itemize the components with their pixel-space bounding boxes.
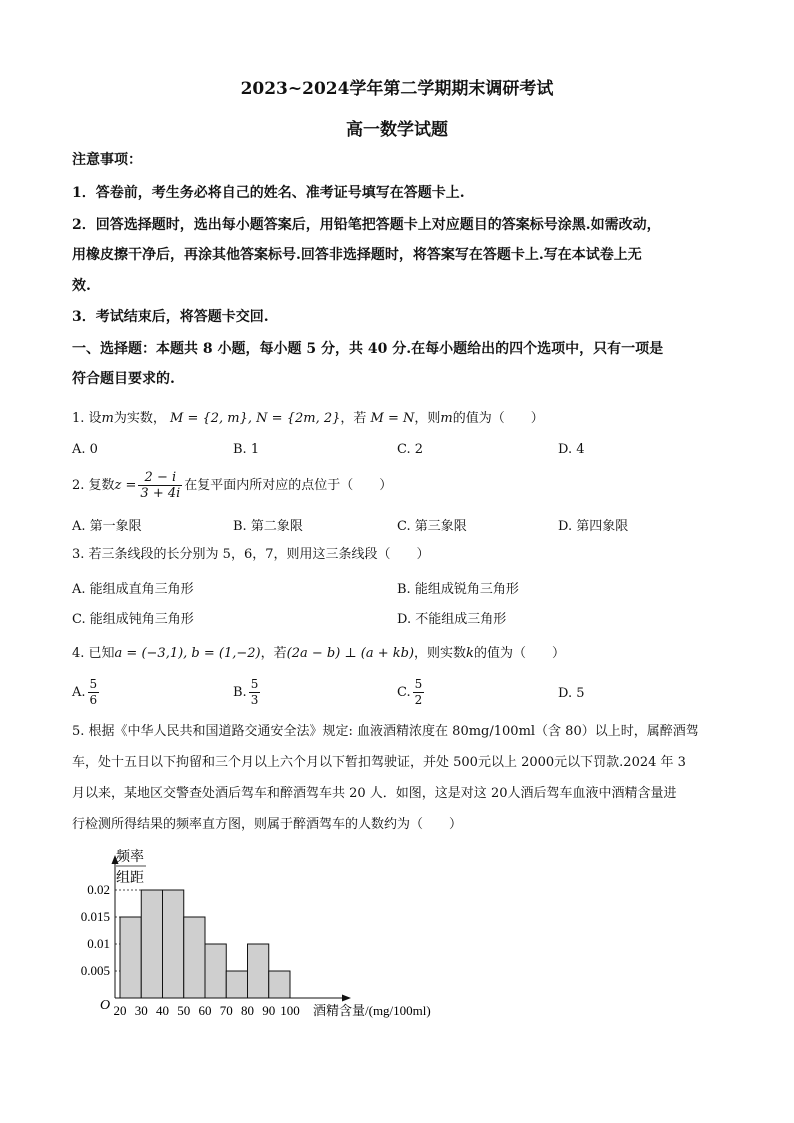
- question-5-line-1: 5. 根据《中华人民共和国道路交通安全法》规定: 血液酒精浓度在 80mg/100ml（含 80）以上时，属醉酒驾: [72, 724, 699, 739]
- frequency-histogram: [60, 845, 480, 1030]
- x-tick-label: 100: [280, 1003, 300, 1018]
- q1-option-d: D. 4: [558, 442, 585, 457]
- x-tick-label: 50: [177, 1003, 191, 1018]
- vector-definition: a = (−3,1), b = (1,−2): [114, 646, 261, 661]
- x-tick-label: 60: [198, 1003, 212, 1018]
- exam-title: 2023~2024学年第二学期期末调研考试: [240, 79, 554, 99]
- q4-option-d: D. 5: [558, 686, 585, 701]
- section-heading-line-2: 符合题目要求的.: [72, 371, 175, 387]
- y-axis-label-bottom: 组距: [116, 871, 144, 886]
- x-tick-label: 40: [156, 1003, 169, 1018]
- q3-option-b: B. 能组成锐角三角形: [397, 582, 519, 597]
- notes-heading: 注意事项：: [72, 152, 142, 168]
- q4-option-a: A. $\frac{5}{6}$: [72, 677, 98, 707]
- x-tick-label: 30: [134, 1003, 148, 1018]
- y-tick-label: 0.02: [87, 882, 110, 897]
- x-tick-label: 20: [113, 1003, 127, 1018]
- q3-option-c: C. 能组成钝角三角形: [72, 612, 194, 627]
- x-tick-label: 80: [241, 1003, 254, 1018]
- perpendicular-condition: (2a − b) ⊥ (a + kb): [286, 646, 415, 661]
- y-tick-label: 0.01: [87, 936, 110, 951]
- histogram-bar: [269, 971, 290, 998]
- question-5-line-3: 月以来，某地区交警查处酒后驾车和醉酒驾车共 20 人．如图，这是对这 20人酒后驾车血液中酒精含量进: [72, 786, 677, 801]
- note-2-line-3: 效.: [72, 278, 91, 294]
- question-1: 1. 设m为实数， M = {2, m}, N = {2m, 2}，若 M = N，则m的值为（ ）: [72, 411, 544, 426]
- histogram-bar: [120, 917, 141, 998]
- histogram-bar: [248, 944, 269, 998]
- histogram-bar: [163, 890, 184, 998]
- note-2-line-2: 用橡皮擦干净后，再涂其他答案标号.回答非选择题时，将答案写在答题卡上.写在本试卷上无: [72, 247, 642, 263]
- q3-option-a: A. 能组成直角三角形: [72, 582, 194, 597]
- question-5-line-4: 行检测所得结果的频率直方图，则属于醉酒驾车的人数约为（ ）: [72, 817, 463, 832]
- q1-option-a: A. 0: [72, 442, 98, 457]
- q2-option-a: A. 第一象限: [72, 519, 142, 534]
- x-axis-arrow: [342, 995, 351, 1002]
- origin-label: O: [100, 998, 111, 1013]
- histogram-bars: [120, 890, 290, 998]
- x-tick-label: 70: [219, 1003, 233, 1018]
- question-2: 2. 复数z = $\frac{2 - i}{3 + 4i}$ 在复平面内所对应的点位于（ ）: [72, 470, 393, 501]
- section-heading-line-1: 一、选择题：本题共 8 小题，每小题 5 分，共 40 分.在每小题给出的四个选项中，只有一项是: [72, 341, 664, 357]
- histogram-bar: [141, 890, 162, 998]
- histogram-bar: [205, 944, 226, 998]
- note-2-line-1: 2．回答选择题时，选出每小题答案后，用铅笔把答题卡上对应题目的答案标号涂黑.如需改动，: [72, 217, 661, 233]
- y-tick-label: 0.015: [80, 909, 110, 924]
- question-3: 3. 若三条线段的长分别为 5，6，7，则用这三条线段（ ）: [72, 547, 430, 562]
- q1-option-c: C. 2: [397, 442, 424, 457]
- question-4: 4. 已知a = (−3,1), b = (1,−2)，若(2a − b) ⊥ (a + kb)，则实数k的值为（ ）: [72, 646, 565, 661]
- q3-option-d: D. 不能组成三角形: [397, 612, 507, 627]
- q4-option-c: C. $\frac{5}{2}$: [397, 677, 423, 707]
- note-1: 1．答卷前，考生务必将自己的姓名、准考证号填写在答题卡上.: [72, 185, 465, 201]
- x-tick-labels: [114, 1003, 300, 1018]
- q2-option-d: D. 第四象限: [558, 519, 629, 534]
- y-axis-label-top: 频率: [116, 850, 144, 865]
- exam-subtitle: 高一数学试题: [346, 120, 448, 140]
- q1-option-b: B. 1: [233, 442, 260, 457]
- histogram-bar: [226, 971, 247, 998]
- y-tick-labels: [81, 882, 110, 978]
- histogram-bar: [184, 917, 205, 998]
- y-tick-label: 0.005: [80, 963, 110, 978]
- fraction: $\frac{2 - i}{3 + 4i}$: [140, 470, 181, 501]
- x-tick-label: 90: [262, 1003, 276, 1018]
- question-5-line-2: 车，处十五日以下拘留和三个月以上六个月以下暂扣驾驶证，并处 500元以上 2000元以下罚款.2024 年 3: [72, 755, 686, 770]
- note-3: 3．考试结束后，将答题卡交回.: [72, 309, 269, 325]
- set-definition: M = {2, m}, N = {2m, 2}: [170, 411, 341, 426]
- x-axis-label: 酒精含量/(mg/100ml): [313, 1003, 431, 1018]
- q2-option-b: B. 第二象限: [233, 519, 303, 534]
- q4-option-b: B. $\frac{5}{3}$: [233, 677, 259, 707]
- q2-option-c: C. 第三象限: [397, 519, 467, 534]
